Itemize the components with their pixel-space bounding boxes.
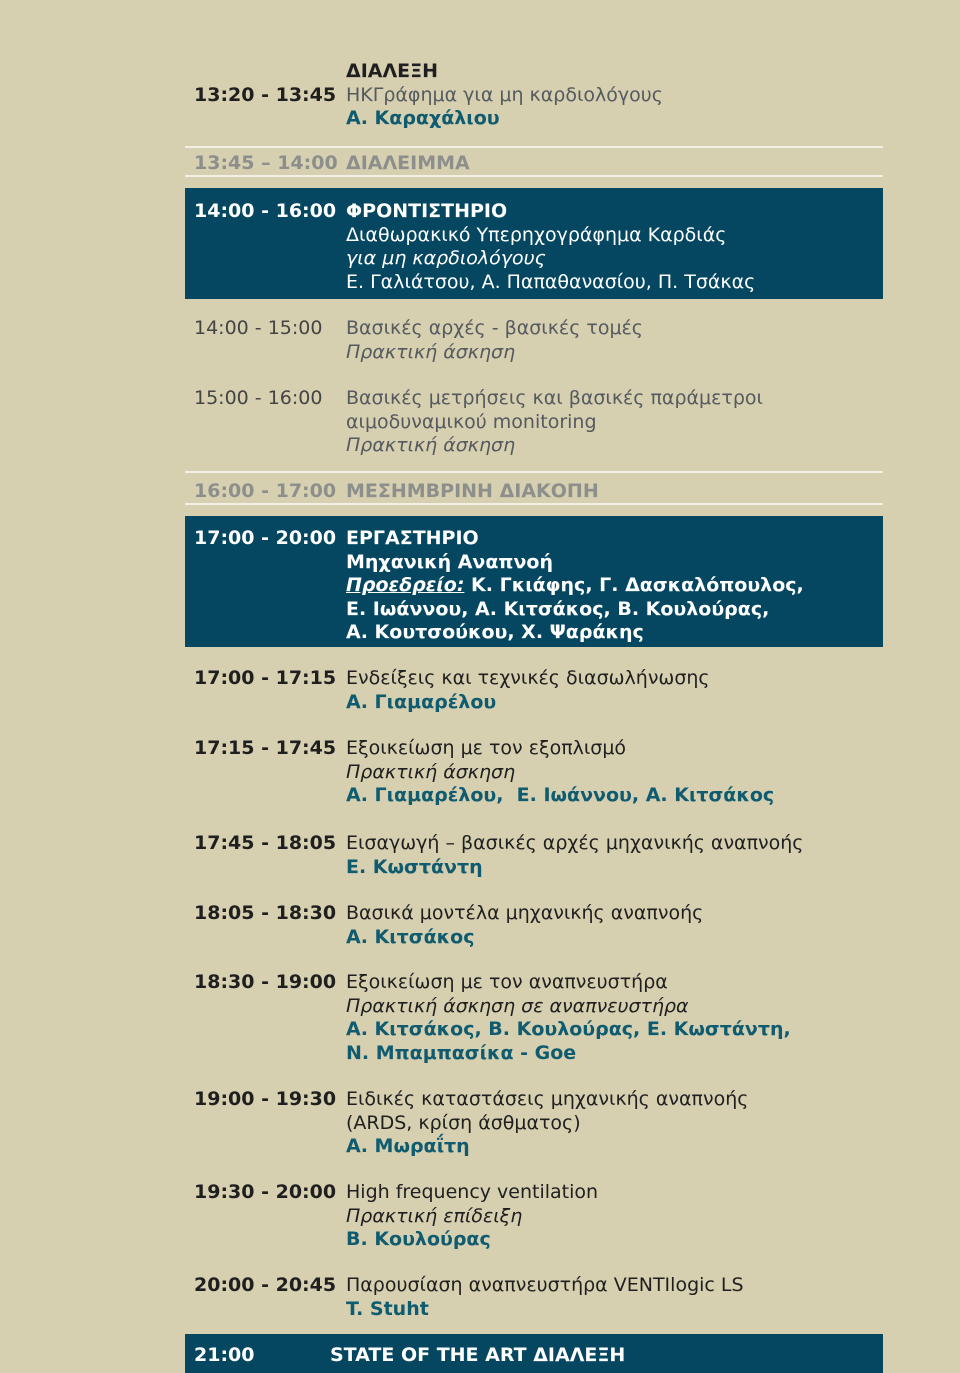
session-body <box>346 832 876 879</box>
session-speakers-2: Ν. Μπαμπασίκα - Goe <box>346 1041 577 1064</box>
session-note: Πρακτική άσκηση <box>346 434 516 456</box>
session-1700 <box>185 667 883 717</box>
session-title: ΗΚΓράφημα για μη καρδιολόγους <box>346 83 663 106</box>
session-1400 <box>185 317 883 367</box>
session-type: ΕΡΓΑΣΤΗΡΙΟ <box>346 527 479 549</box>
session-title: Βασικές αρχές - βασικές τομές <box>346 317 643 339</box>
session-2000 <box>185 1274 883 1324</box>
session-body <box>346 317 876 364</box>
session-time: 19:30 - 20:00 <box>194 1181 337 1203</box>
session-note: Πρακτική άσκηση <box>346 760 516 783</box>
session-body <box>346 60 876 131</box>
session-body <box>330 1344 860 1368</box>
session-time: 17:15 - 17:45 <box>194 737 337 759</box>
session-time: 18:30 - 19:00 <box>194 971 337 993</box>
session-body <box>346 667 876 714</box>
session-body <box>346 152 876 176</box>
session-1715 <box>185 737 883 809</box>
session-body <box>346 902 876 949</box>
session-state-of-art-2100 <box>185 1334 883 1373</box>
session-title: Εισαγωγή – βασικές αρχές μηχανικής αναπνοής <box>346 832 804 854</box>
session-title: High frequency ventilation <box>346 1181 599 1203</box>
session-time: 15:00 - 16:00 <box>194 387 323 409</box>
session-body <box>346 1181 876 1252</box>
session-speaker: Α. Κιτσάκος <box>346 925 475 948</box>
session-speakers: Ε. Γαλιάτσου, Α. Παπαθανασίου, Π. Τσάκας <box>346 270 756 293</box>
session-1930 <box>185 1181 883 1253</box>
session-break-1345 <box>185 152 883 177</box>
session-body <box>346 1274 876 1321</box>
session-time: 20:00 - 20:45 <box>194 1274 337 1296</box>
chair-names-3: Α. Κουτσούκου, Χ. Ψαράκης <box>346 621 644 643</box>
session-note: Πρακτική άσκηση <box>346 340 516 363</box>
session-title: Μηχανική Αναπνοή <box>346 550 553 573</box>
session-title: Βασικές μετρήσεις και βασικές παράμετροι <box>346 387 763 409</box>
session-time: 14:00 - 15:00 <box>194 317 323 339</box>
divider <box>185 140 883 148</box>
session-speaker: Α. Γιαμαρέλου <box>346 690 497 713</box>
session-speaker: T. Stuht <box>346 1297 429 1320</box>
session-title: Εξοικείωση με τον εξοπλισμό <box>346 737 627 759</box>
session-1805 <box>185 902 883 952</box>
session-title-2: αιμοδυναμικού monitoring <box>346 410 597 433</box>
session-speakers: Α. Κιτσάκος, Β. Κουλούρας, Ε. Κωστάντη, <box>346 1018 791 1040</box>
session-time: 13:20 - 13:45 <box>194 84 337 106</box>
session-type: ΔΙΑΛΕΞΗ <box>346 60 439 82</box>
session-title-2: (ARDS, κρίση άσθματος) <box>346 1111 581 1134</box>
session-time: 17:00 - 20:00 <box>194 527 337 549</box>
session-note: Πρακτική επίδειξη <box>346 1204 523 1227</box>
session-1745 <box>185 832 883 882</box>
session-body <box>346 200 876 294</box>
session-1900 <box>185 1088 883 1160</box>
session-body <box>346 527 876 645</box>
session-body <box>346 1088 876 1159</box>
session-time: 17:45 - 18:05 <box>194 832 337 854</box>
session-time: 14:00 - 16:00 <box>194 200 337 222</box>
session-type: STATE OF THE ART ΔΙΑΛΕΞΗ <box>330 1344 626 1366</box>
session-speaker: Α. Μωραΐτη <box>346 1135 470 1157</box>
session-time: 21:00 <box>194 1344 255 1366</box>
session-body <box>346 480 876 504</box>
session-time: 18:05 - 18:30 <box>194 902 337 924</box>
session-title: Εξοικείωση με τον αναπνευστήρα <box>346 971 668 993</box>
session-body <box>346 971 876 1065</box>
session-time: 19:00 - 19:30 <box>194 1088 337 1110</box>
session-speakers: Α. Γιαμαρέλου, Ε. Ιωάννου, Α. Κιτσάκος <box>346 784 775 806</box>
session-speaker: Α. Καραχάλιου <box>346 107 500 129</box>
session-type: ΔΙΑΛΕΙΜΜΑ <box>346 152 470 174</box>
session-chairs-line <box>346 574 876 598</box>
session-1500 <box>185 387 883 473</box>
chair-label: Προεδρείο: <box>346 574 465 596</box>
session-speaker: Β. Κουλούρας <box>346 1228 491 1250</box>
session-1320 <box>185 60 883 130</box>
session-lunch-1600 <box>185 480 883 505</box>
session-time: 16:00 - 17:00 <box>194 480 337 502</box>
session-type: ΜΕΣΗΜΒΡΙΝΗ ΔΙΑΚΟΠΗ <box>346 480 599 502</box>
session-title: Παρουσίαση αναπνευστήρα VENTIlogic LS <box>346 1274 744 1296</box>
session-title: Ειδικές καταστάσεις μηχανικής αναπνοής <box>346 1088 749 1110</box>
chair-names: Κ. Γκιάφης, Γ. Δασκαλόπουλος, <box>471 574 804 596</box>
session-1830 <box>185 971 883 1067</box>
session-time: 13:45 – 14:00 <box>194 152 338 174</box>
session-title: Βασικά μοντέλα μηχανικής αναπνοής <box>346 902 704 924</box>
session-title: Διαθωρακικό Υπερηχογράφημα Καρδιάς <box>346 223 727 246</box>
session-lab-1700 <box>185 516 883 647</box>
session-note: Πρακτική άσκηση σε αναπνευστήρα <box>346 994 689 1017</box>
session-body <box>346 387 876 458</box>
session-type: ΦΡΟΝΤΙΣΤΗΡΙΟ <box>346 200 508 222</box>
session-title: Ενδείξεις και τεχνικές διασωλήνωσης <box>346 667 710 689</box>
session-body <box>346 737 876 808</box>
session-time: 17:00 - 17:15 <box>194 667 337 689</box>
session-workshop-1400 <box>185 188 883 299</box>
session-subtitle: για μη καρδιολόγους <box>346 247 546 269</box>
session-speaker: Ε. Κωστάντη <box>346 855 483 878</box>
chair-names-2: Ε. Ιωάννου, Α. Κιτσάκος, Β. Κουλούρας, <box>346 597 770 620</box>
